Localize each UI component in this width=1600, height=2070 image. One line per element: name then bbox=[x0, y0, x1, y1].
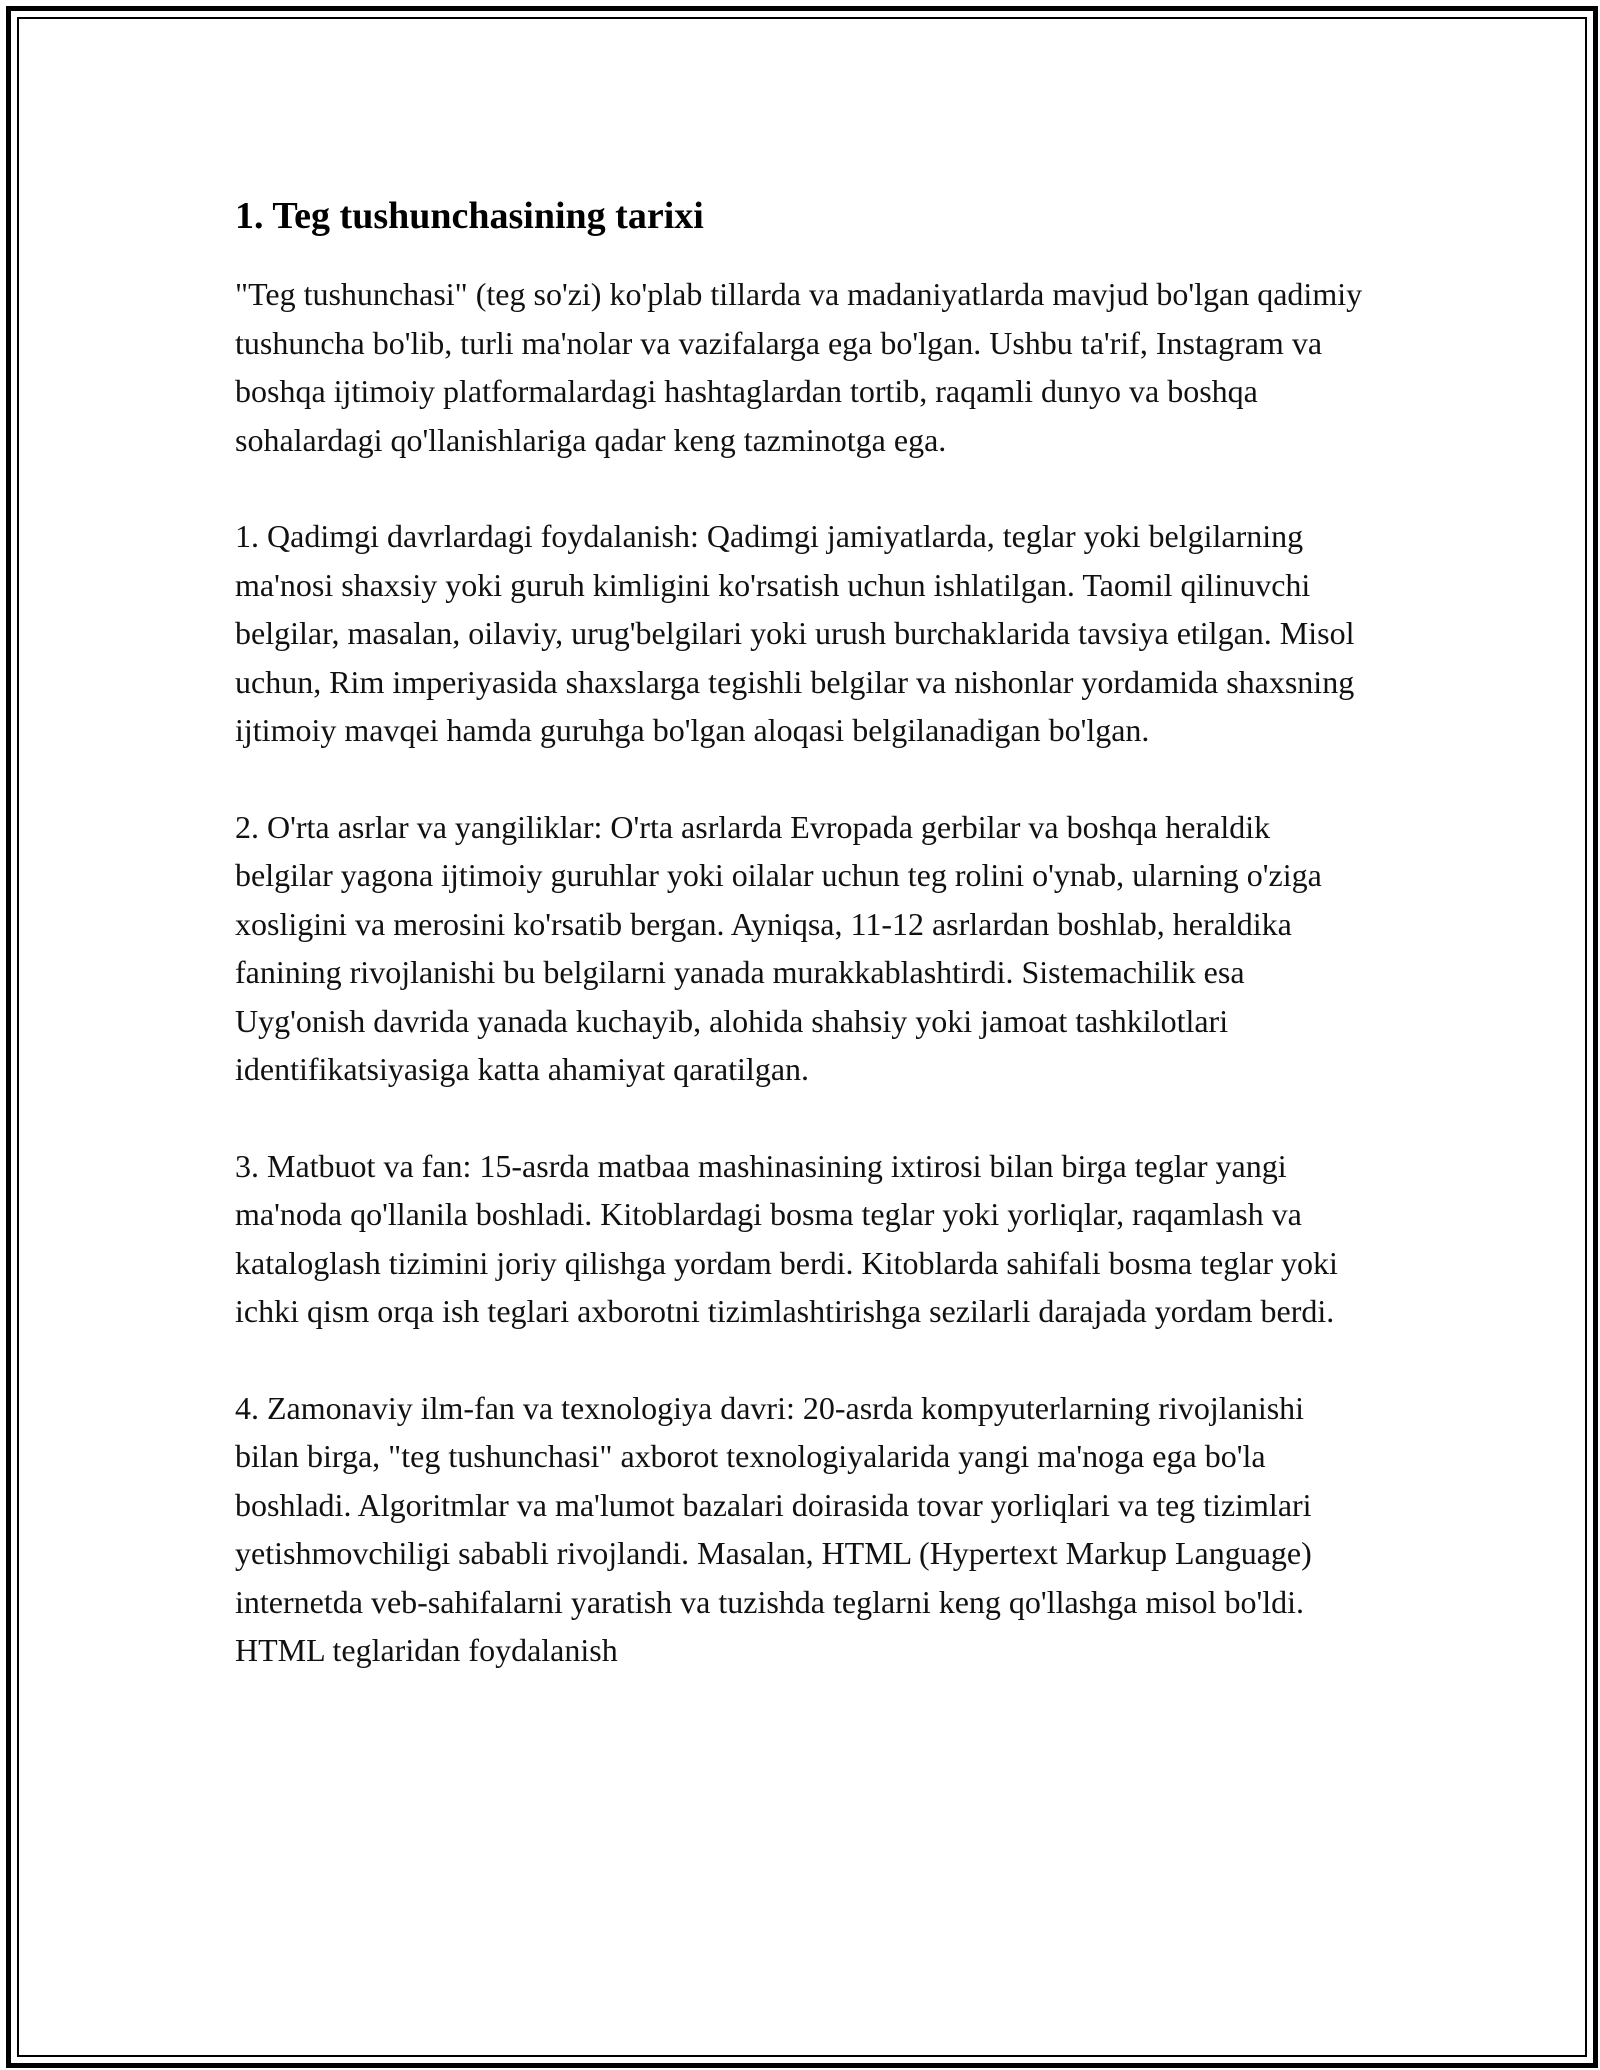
intro-paragraph: "Teg tushunchasi" (teg so'zi) ko'plab tillarda va madaniyatlarda mavjud bo'lgan qadimiy tushuncha bo'lib, turli ma'nolar va vazifalarga ega bo'lgan. Ushbu ta'rif, Instagram va boshqa ijtimoiy platformalardagi hashtaglardan tortib, raqamli dunyo va boshqa sohalardagi qo'llanishlariga qadar keng tazminotga ega. bbox=[235, 276, 1363, 458]
paragraph-modern-technology: 4. Zamonaviy ilm-fan va texnologiya davri: 20-asrda kompyuterlarning rivojlanishi bilan birga, "teg tushunchasi" axborot texnologiyalarida yangi ma'noga ega bo'la boshladi. Algoritmlar va ma'lumot bazalari doirasida tovar yorliqlari va teg tizimlari yetishmovchiligi sababli rivojlandi. Masalan, HTML (Hypertext Markup Language) internetda veb-sahifalarni yaratish va tuzishda teglarni keng qo'llashga misol bo'ldi. HTML teglaridan foydalanish bbox=[235, 1389, 1312, 1668]
document-body bbox=[235, 190, 1375, 1723]
paragraph-middle-ages: 2. O'rta asrlar va yangiliklar: O'rta asrlarda Evropada gerbilar va boshqa heraldik belgilar yagona ijtimoiy guruhlar yoki oilalar uchun teg rolini o'ynab, ularning o'ziga xosligini va merosini ko'rsatib bergan. Ayniqsa, 11-12 asrlardan boshlab, heraldika fanining rivojlanishi bu belgilarni yanada murakkablashtirdi. Sistemachilik esa Uyg'onish davrida yanada kuchayib, alohida shahsiy yoki jamoat tashkilotlari identifikatsiyasiga katta ahamiyat qaratilgan. bbox=[235, 808, 1322, 1087]
paragraph-press-and-science: 3. Matbuot va fan: 15-asrda matbaa mashinasining ixtirosi bilan birga teglar yangi ma'noda qo'llanila boshladi. Kitoblardagi bosma teglar yoki yorliqlar, raqamlash va kataloglash tizimini joriy qilishga yordam berdi. Kitoblarda sahifali bosma teglar yoki ichki qism orqa ish teglari axborotni tizimlashtirishga sezilarli darajada yordam berdi. bbox=[235, 1147, 1338, 1329]
section-heading: 1. Teg tushunchasining tarixi bbox=[235, 195, 704, 237]
paragraph-ancient-times: 1. Qadimgi davrlardagi foydalanish: Qadimgi jamiyatlarda, teglar yoki belgilarning ma'nosi shaxsiy yoki guruh kimligini ko'rsatish uchun ishlatilgan. Taomil qilinuvchi belgilar, masalan, oilaviy, urug'belgilari yoki urush burchaklarida tavsiya etilgan. Misol uchun, Rim imperiyasida shaxslarga tegishli belgilar va nishonlar yordamida shaxsning ijtimoiy mavqei hamda guruhga bo'lgan aloqasi belgilanadigan bo'lgan. bbox=[235, 518, 1355, 748]
